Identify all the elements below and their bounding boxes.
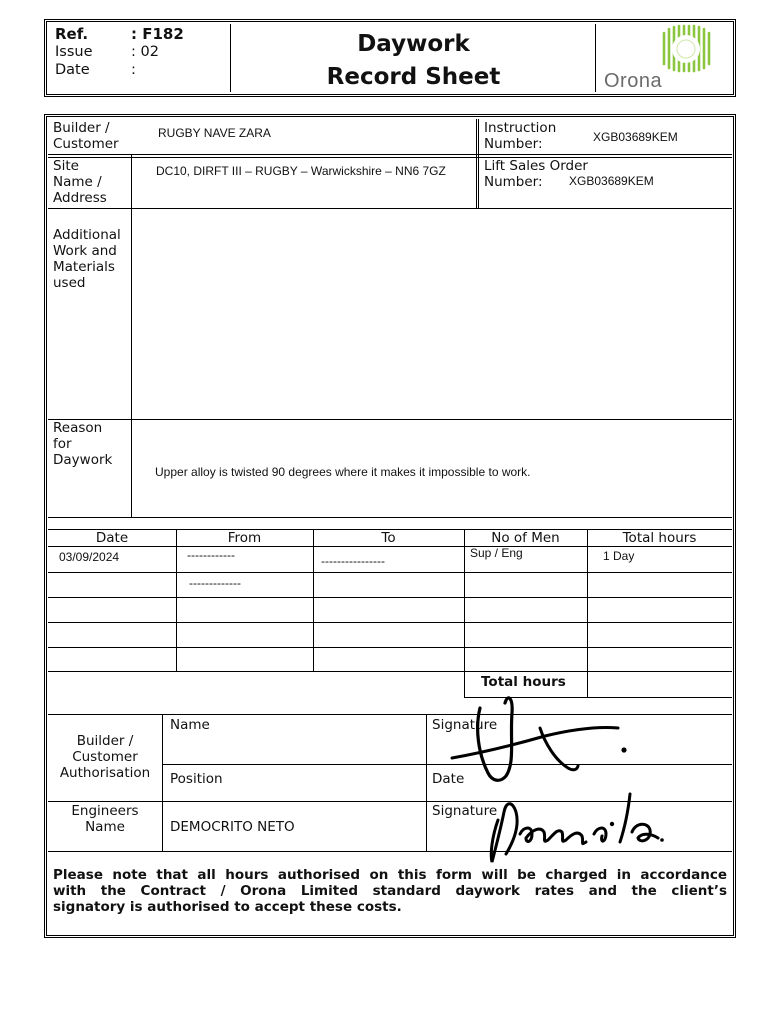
auth-label-2: Customer	[72, 749, 138, 765]
notice-line-3: signatory is authorised to accept these costs.	[53, 899, 402, 915]
rule	[464, 529, 465, 697]
table-row1-to: ----------------	[321, 554, 385, 568]
auth-label-1: Builder /	[76, 733, 134, 749]
rule	[48, 622, 732, 623]
site-label-2: Name /	[53, 174, 102, 190]
ref-value: : F182	[131, 25, 184, 43]
rule	[426, 714, 427, 852]
ref-label: Ref.	[55, 25, 89, 43]
reason-label-2: for	[53, 436, 72, 452]
lift-sales-label-1: Lift Sales Order	[484, 158, 588, 174]
rule	[587, 529, 588, 697]
customer-signature	[440, 688, 640, 788]
date-label: Date	[55, 62, 90, 78]
table-row1-hours: 1 Day	[603, 549, 635, 563]
lift-sales-label-2: Number:	[484, 174, 543, 190]
table-header-hours: Total hours	[622, 530, 697, 546]
rule	[48, 647, 732, 648]
engineer-label-2: Name	[85, 819, 125, 835]
table-header-to: To	[381, 530, 396, 546]
rule	[162, 714, 163, 852]
rule	[48, 671, 732, 672]
builder-label-1: Builder /	[53, 120, 110, 136]
page-title-line2: Record Sheet	[326, 64, 501, 90]
rule	[48, 597, 732, 598]
site-label-3: Address	[53, 190, 107, 206]
builder-label-2: Customer	[53, 136, 119, 152]
date-value: :	[131, 62, 136, 78]
lift-sales-order-value: XGB03689KEM	[569, 174, 654, 188]
rule	[176, 529, 177, 671]
instruction-label-1: Instruction	[484, 120, 557, 136]
table-header-men: No of Men	[491, 530, 560, 546]
table-header-from: From	[227, 530, 262, 546]
table-header-date: Date	[95, 530, 129, 546]
auth-position-label: Position	[170, 771, 223, 787]
auth-label-3: Authorisation	[59, 765, 151, 781]
auth-name-label: Name	[170, 717, 210, 733]
table-row1-men: Sup / Eng	[470, 546, 523, 560]
rule	[313, 529, 314, 671]
reason-value: Upper alloy is twisted 90 degrees where it makes it impossible to work.	[155, 465, 531, 479]
reason-label-3: Daywork	[53, 452, 113, 468]
auth-date-label: Date	[432, 771, 465, 787]
rule	[48, 154, 732, 155]
instruction-number-value: XGB03689KEM	[593, 130, 678, 144]
table-row1-date: 03/09/2024	[59, 550, 120, 564]
header-divider-left	[230, 24, 231, 92]
site-address-value: DC10, DIRFT III – RUGBY – Warwickshire – NN6 7GZ	[156, 164, 446, 178]
site-label-1: Site	[53, 158, 79, 174]
issue-value: : 02	[131, 44, 159, 60]
reason-label-1: Reason	[53, 420, 103, 436]
page-title-line1: Daywork	[357, 31, 470, 57]
rule	[478, 119, 479, 209]
builder-value: RUGBY NAVE ZARA	[158, 126, 271, 140]
orona-logo	[598, 24, 732, 92]
additional-label-3: Materials	[53, 259, 115, 275]
rule	[48, 517, 732, 518]
orona-logo-text: Orona	[604, 70, 663, 92]
rule	[48, 546, 732, 547]
instruction-label-2: Number:	[484, 136, 543, 152]
rule	[476, 119, 477, 209]
engineer-name-value: DEMOCRITO NETO	[170, 819, 295, 835]
rule	[48, 157, 732, 158]
engineer-label-1: Engineers	[71, 803, 139, 819]
table-row1-from: ------------	[187, 548, 235, 562]
engineer-signature-label: Signature	[432, 803, 498, 819]
rule	[48, 419, 732, 420]
additional-label-2: Work and	[53, 243, 117, 259]
engineer-signature	[482, 782, 672, 872]
header-divider-right	[595, 24, 596, 92]
total-hours-label: Total hours	[481, 674, 566, 690]
rule	[48, 572, 732, 573]
rule	[131, 154, 132, 518]
auth-signature-label: Signature	[432, 717, 498, 733]
notice-line-2: with the Contract / Orona Limited standard daywork rates and the client’s	[53, 883, 727, 899]
additional-label-1: Additional	[53, 227, 121, 243]
notice-line-1: Please note that all hours authorised on this form will be charged in accordance	[53, 867, 727, 883]
rule	[48, 208, 732, 209]
table-row2-from: -------------	[189, 576, 241, 590]
additional-label-4: used	[53, 275, 86, 291]
issue-label: Issue	[55, 44, 93, 60]
